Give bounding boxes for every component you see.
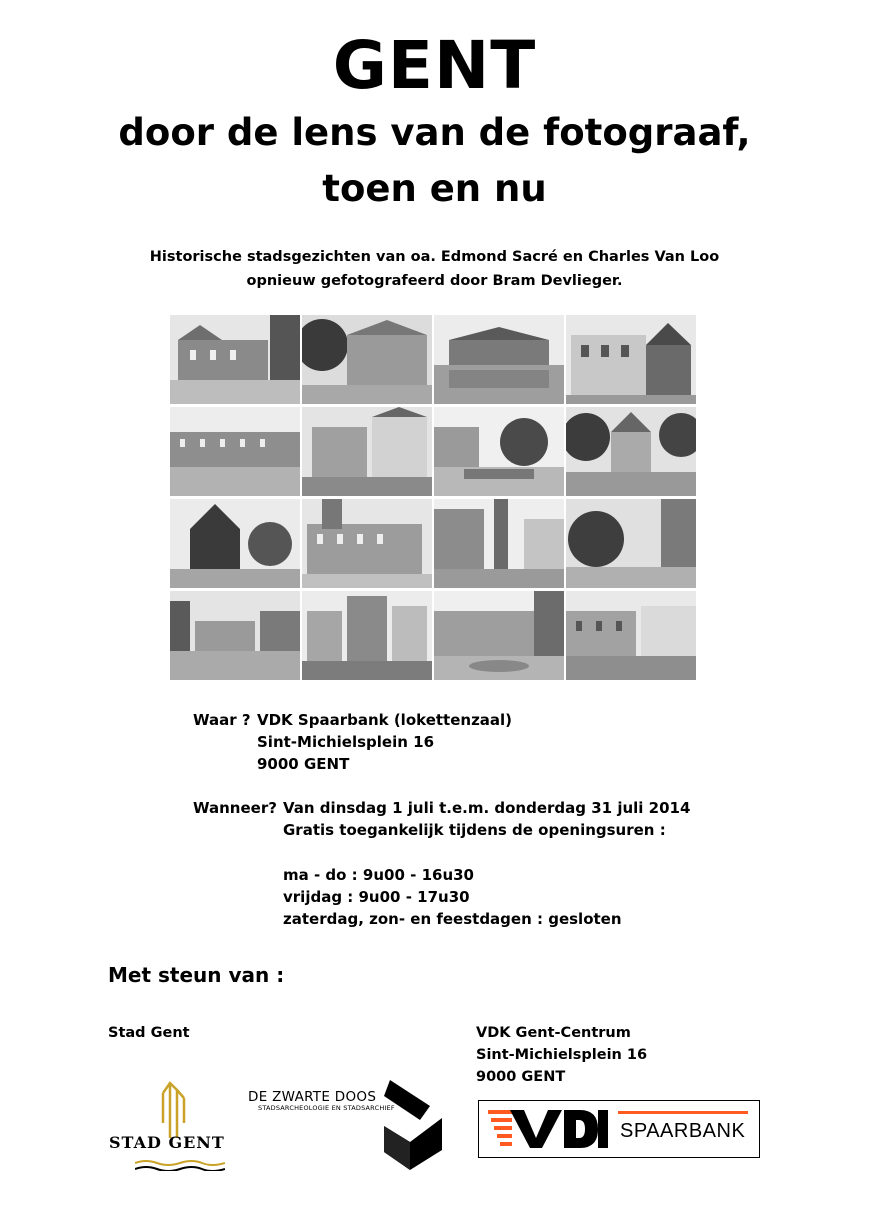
vdk-line-2: Sint-Michielsplein 16 — [476, 1047, 648, 1063]
photo — [566, 591, 696, 680]
zwarte-doos-name: DE ZWARTE DOOS — [248, 1089, 377, 1105]
photo — [566, 407, 696, 496]
stad-gent-logo-text: STAD GENT — [109, 1133, 225, 1152]
vdk-logo-icon — [488, 1108, 608, 1150]
sponsors-heading: Met steun van : — [108, 963, 285, 987]
zwarte-doos-subtitle: STADSARCHEOLOGIE EN STADSARCHIEF — [258, 1104, 395, 1112]
where-line-2: Sint-Michielsplein 16 — [257, 733, 435, 751]
photo — [170, 591, 300, 680]
photo — [170, 499, 300, 588]
photo — [302, 315, 432, 404]
where-label: Waar ? — [193, 711, 251, 729]
when-label: Wanneer? — [193, 799, 277, 817]
hours-line-3: zaterdag, zon- en feestdagen : gesloten — [283, 910, 622, 928]
photo — [302, 499, 432, 588]
photo — [170, 315, 300, 404]
vdk-orange-bar — [618, 1111, 748, 1114]
photo — [434, 315, 564, 404]
when-line-2: Gratis toegankelijk tijdens de openingsuren : — [283, 821, 666, 839]
vdk-line-3: 9000 GENT — [476, 1069, 566, 1085]
when-line-1: Van dinsdag 1 juli t.e.m. donderdag 31 juli 2014 — [283, 799, 691, 817]
where-line-3: 9000 GENT — [257, 755, 350, 773]
photo — [434, 407, 564, 496]
photo — [302, 591, 432, 680]
stad-gent-label: Stad Gent — [108, 1025, 190, 1041]
stad-gent-wave-icon — [135, 1156, 225, 1168]
hours-line-1: ma - do : 9u00 - 16u30 — [283, 866, 474, 884]
photo — [302, 407, 432, 496]
hours-line-2: vrijdag : 9u00 - 17u30 — [283, 888, 470, 906]
title-line-3: toen en nu — [322, 167, 547, 210]
vdk-line-1: VDK Gent-Centrum — [476, 1025, 631, 1041]
subtitle-line-2: opnieuw gefotografeerd door Bram Devlieger. — [246, 273, 623, 289]
photo-grid — [170, 315, 698, 680]
title-line-2: door de lens van de fotograaf, — [118, 111, 751, 154]
photo — [566, 499, 696, 588]
black-box-icon — [380, 1076, 446, 1172]
vdk-logo-text: SPAARBANK — [620, 1120, 746, 1142]
title-gent: GENT — [332, 27, 537, 104]
photo — [434, 499, 564, 588]
photo — [566, 315, 696, 404]
subtitle-line-1: Historische stadsgezichten van oa. Edmond Sacré en Charles Van Loo — [149, 249, 720, 265]
where-line-1: VDK Spaarbank (lokettenzaal) — [257, 711, 513, 729]
stad-gent-logo-icon — [150, 1078, 200, 1138]
photo — [170, 407, 300, 496]
photo — [434, 591, 564, 680]
